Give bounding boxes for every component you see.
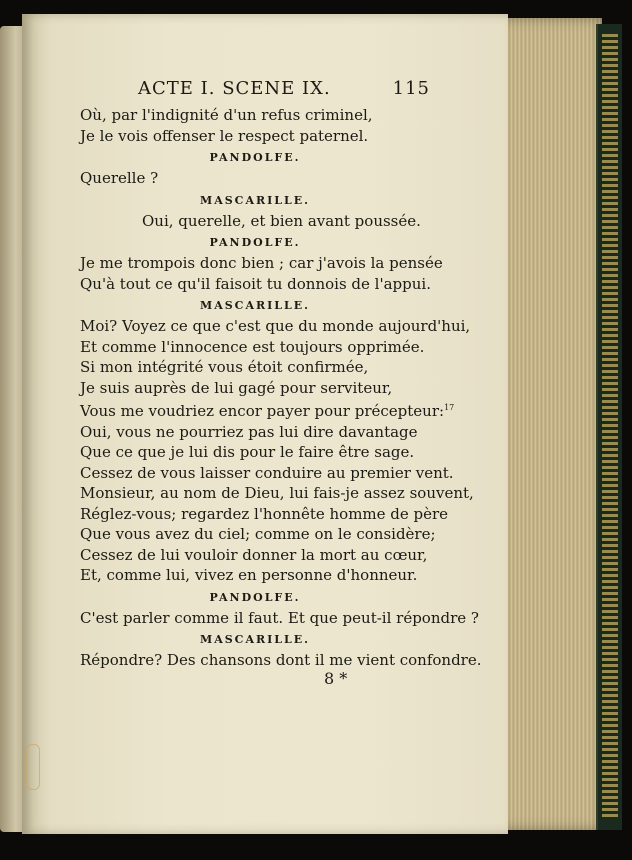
verse-line: Moi? Voyez ce que c'est que du monde aujourd'hui, [80, 317, 471, 335]
verse-line: Je me trompois donc bien ; car j'avois la pensée [80, 254, 443, 272]
verse-line: Si mon intégrité vous étoit confirmée, [80, 358, 369, 376]
speaker-name: PANDOLFE. [209, 590, 301, 604]
verse-line-text: Vous me voudriez encor payer pour précepteur: [80, 402, 445, 420]
verse-line: Que ce que je lui dis pour le faire être sage. [80, 443, 415, 461]
verse-line: Que vous avez du ciel; comme on le considère; [80, 525, 436, 543]
verse-line: Querelle ? [80, 169, 159, 187]
verse-line: C'est parler comme il faut. Et que peut-il répondre ? [80, 608, 479, 627]
verse-line: Répondre? Des chansons dont il me vient confondre. [80, 651, 482, 669]
running-head [138, 78, 430, 99]
verse-line: Je suis auprès de lui gagé pour serviteur, [80, 378, 393, 397]
bookmark-ribbon [26, 744, 40, 790]
verse-line: Où, par l'indignité d'un refus criminel, [80, 106, 373, 124]
verse-line: Réglez-vous; regardez l'honnête homme de père [80, 504, 449, 523]
spine-ornament [602, 34, 618, 820]
verse-line: Je le vois offenser le respect paternel. [80, 126, 369, 145]
speaker-name: MASCARILLE. [200, 193, 310, 207]
note-marker: 17 [444, 403, 455, 412]
verse-line: Et comme l'innocence est toujours opprimée. [80, 337, 425, 356]
page-text [80, 78, 482, 671]
page-number: 115 [392, 78, 430, 99]
signature-mark: 8 * [324, 669, 348, 688]
book-spine [596, 24, 622, 830]
verse-line: Oui, vous ne pourriez pas lui dire davantage [80, 422, 418, 441]
verse-line: Cessez de vous laisser conduire au premier vent. [80, 463, 454, 482]
speaker-name: MASCARILLE. [200, 299, 310, 312]
speaker-name: PANDOLFE. [209, 151, 301, 164]
verse-line: Qu'à tout ce qu'il faisoit tu donnois de l'appui. [80, 274, 431, 293]
running-head-title: ACTE I. SCENE IX. [138, 78, 331, 99]
verse-line: Oui, querelle, et bien avant poussée. [142, 211, 421, 230]
verse-line: Monsieur, au nom de Dieu, lui fais-je assez souvent, [80, 484, 474, 502]
verse-line [80, 398, 455, 422]
speaker-name: MASCARILLE. [200, 633, 310, 646]
speaker-name: PANDOLFE. [209, 236, 301, 249]
verse-line: Et, comme lui, vivez en personne d'honneur. [80, 566, 418, 584]
verse-line: Cessez de lui vouloir donner la mort au cœur, [80, 545, 428, 564]
page-edges [498, 18, 602, 830]
